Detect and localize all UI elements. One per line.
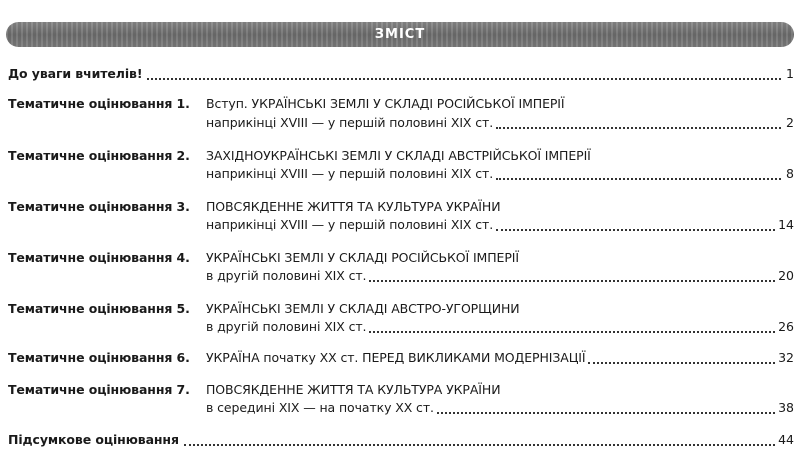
- contents-title: ЗМІСТ: [374, 27, 426, 42]
- toc-entry-7-line1[interactable]: [8, 382, 794, 400]
- toc-entry-7-line2[interactable]: [8, 400, 794, 418]
- toc-entry-label: Підсумкове оцінювання: [8, 432, 179, 447]
- toc-entry-subtitle: в середині XIX — на початку XX ст.: [206, 400, 434, 415]
- toc-page-number: 44: [778, 432, 794, 447]
- toc-entry-6[interactable]: [8, 350, 794, 368]
- toc-entry-teachers-note[interactable]: [8, 66, 794, 84]
- toc-entry-4-line1[interactable]: [8, 250, 794, 268]
- toc-page-number: 20: [778, 268, 794, 283]
- toc-entry-1-line1[interactable]: [8, 96, 794, 114]
- dot-leader: [588, 361, 775, 364]
- toc-page-number: 1: [786, 66, 794, 81]
- toc-entry-title: ПОВСЯКДЕННЕ ЖИТТЯ ТА КУЛЬТУРА УКРАЇНИ: [206, 199, 501, 214]
- toc-entry-title: УКРАЇНСЬКІ ЗЕМЛІ У СКЛАДІ АВСТРО-УГОРЩИНИ: [206, 301, 520, 316]
- toc-entry-label: До уваги вчителів!: [8, 66, 143, 81]
- toc-entry-1-line2[interactable]: [8, 115, 794, 133]
- toc-entry-2-line1[interactable]: [8, 148, 794, 166]
- toc-entry-title: ЗАХІДНОУКРАЇНСЬКІ ЗЕМЛІ У СКЛАДІ АВСТРІЙСЬКОЇ ІМПЕРІЇ: [206, 148, 591, 163]
- toc-entry-title: УКРАЇНА початку XX ст. ПЕРЕД ВИКЛИКАМИ МОДЕРНІЗАЦІЇ: [206, 350, 586, 365]
- toc-page-number: 26: [778, 319, 794, 334]
- dot-leader: [369, 279, 775, 282]
- toc-entry-title: Вступ. УКРАЇНСЬКІ ЗЕМЛІ У СКЛАДІ РОСІЙСЬКОЇ ІМПЕРІЇ: [206, 96, 565, 111]
- dot-leader: [496, 228, 775, 231]
- dot-leader: [496, 126, 781, 129]
- toc-page-number: 38: [778, 400, 794, 415]
- contents-header-banner: [6, 22, 794, 47]
- toc-entry-title: ПОВСЯКДЕННЕ ЖИТТЯ ТА КУЛЬТУРА УКРАЇНИ: [206, 382, 501, 397]
- toc-entry-5-line2[interactable]: [8, 319, 794, 337]
- toc-entry-label: Тематичне оцінювання 2.: [8, 148, 190, 163]
- toc-page-number: 8: [786, 166, 794, 181]
- toc-page-number: 2: [786, 115, 794, 130]
- toc-entry-title: УКРАЇНСЬКІ ЗЕМЛІ У СКЛАДІ РОСІЙСЬКОЇ ІМПЕРІЇ: [206, 250, 519, 265]
- toc-entry-subtitle: наприкінці XVIII — у першій половині XIX ст.: [206, 166, 494, 181]
- toc-entry-label: Тематичне оцінювання 5.: [8, 301, 190, 316]
- dot-leader: [369, 330, 775, 333]
- toc-entry-subtitle: в другій половині XIX ст.: [206, 268, 367, 283]
- toc-entry-subtitle: наприкінці XVIII — у першій половині XIX ст.: [206, 115, 494, 130]
- dot-leader: [147, 77, 781, 80]
- toc-entry-4-line2[interactable]: [8, 268, 794, 286]
- dot-leader: [437, 411, 775, 414]
- dot-leader: [496, 177, 781, 180]
- toc-entry-2-line2[interactable]: [8, 166, 794, 184]
- toc-entry-subtitle: наприкінці XVIII — у першій половині XIX ст.: [206, 217, 494, 232]
- toc-entry-label: Тематичне оцінювання 3.: [8, 199, 190, 214]
- toc-entry-5-line1[interactable]: [8, 301, 794, 319]
- toc-page-number: 14: [778, 217, 794, 232]
- dot-leader: [184, 443, 775, 446]
- toc-entry-subtitle: в другій половині XIX ст.: [206, 319, 367, 334]
- toc-entry-label: Тематичне оцінювання 4.: [8, 250, 190, 265]
- toc-entry-3-line2[interactable]: [8, 217, 794, 235]
- toc-entry-label: Тематичне оцінювання 6.: [8, 350, 190, 365]
- toc-entry-3-line1[interactable]: [8, 199, 794, 217]
- toc-entry-label: Тематичне оцінювання 7.: [8, 382, 190, 397]
- toc-page-number: 32: [778, 350, 794, 365]
- toc-entry-label: Тематичне оцінювання 1.: [8, 96, 190, 111]
- toc-entry-final-assessment[interactable]: [8, 432, 794, 450]
